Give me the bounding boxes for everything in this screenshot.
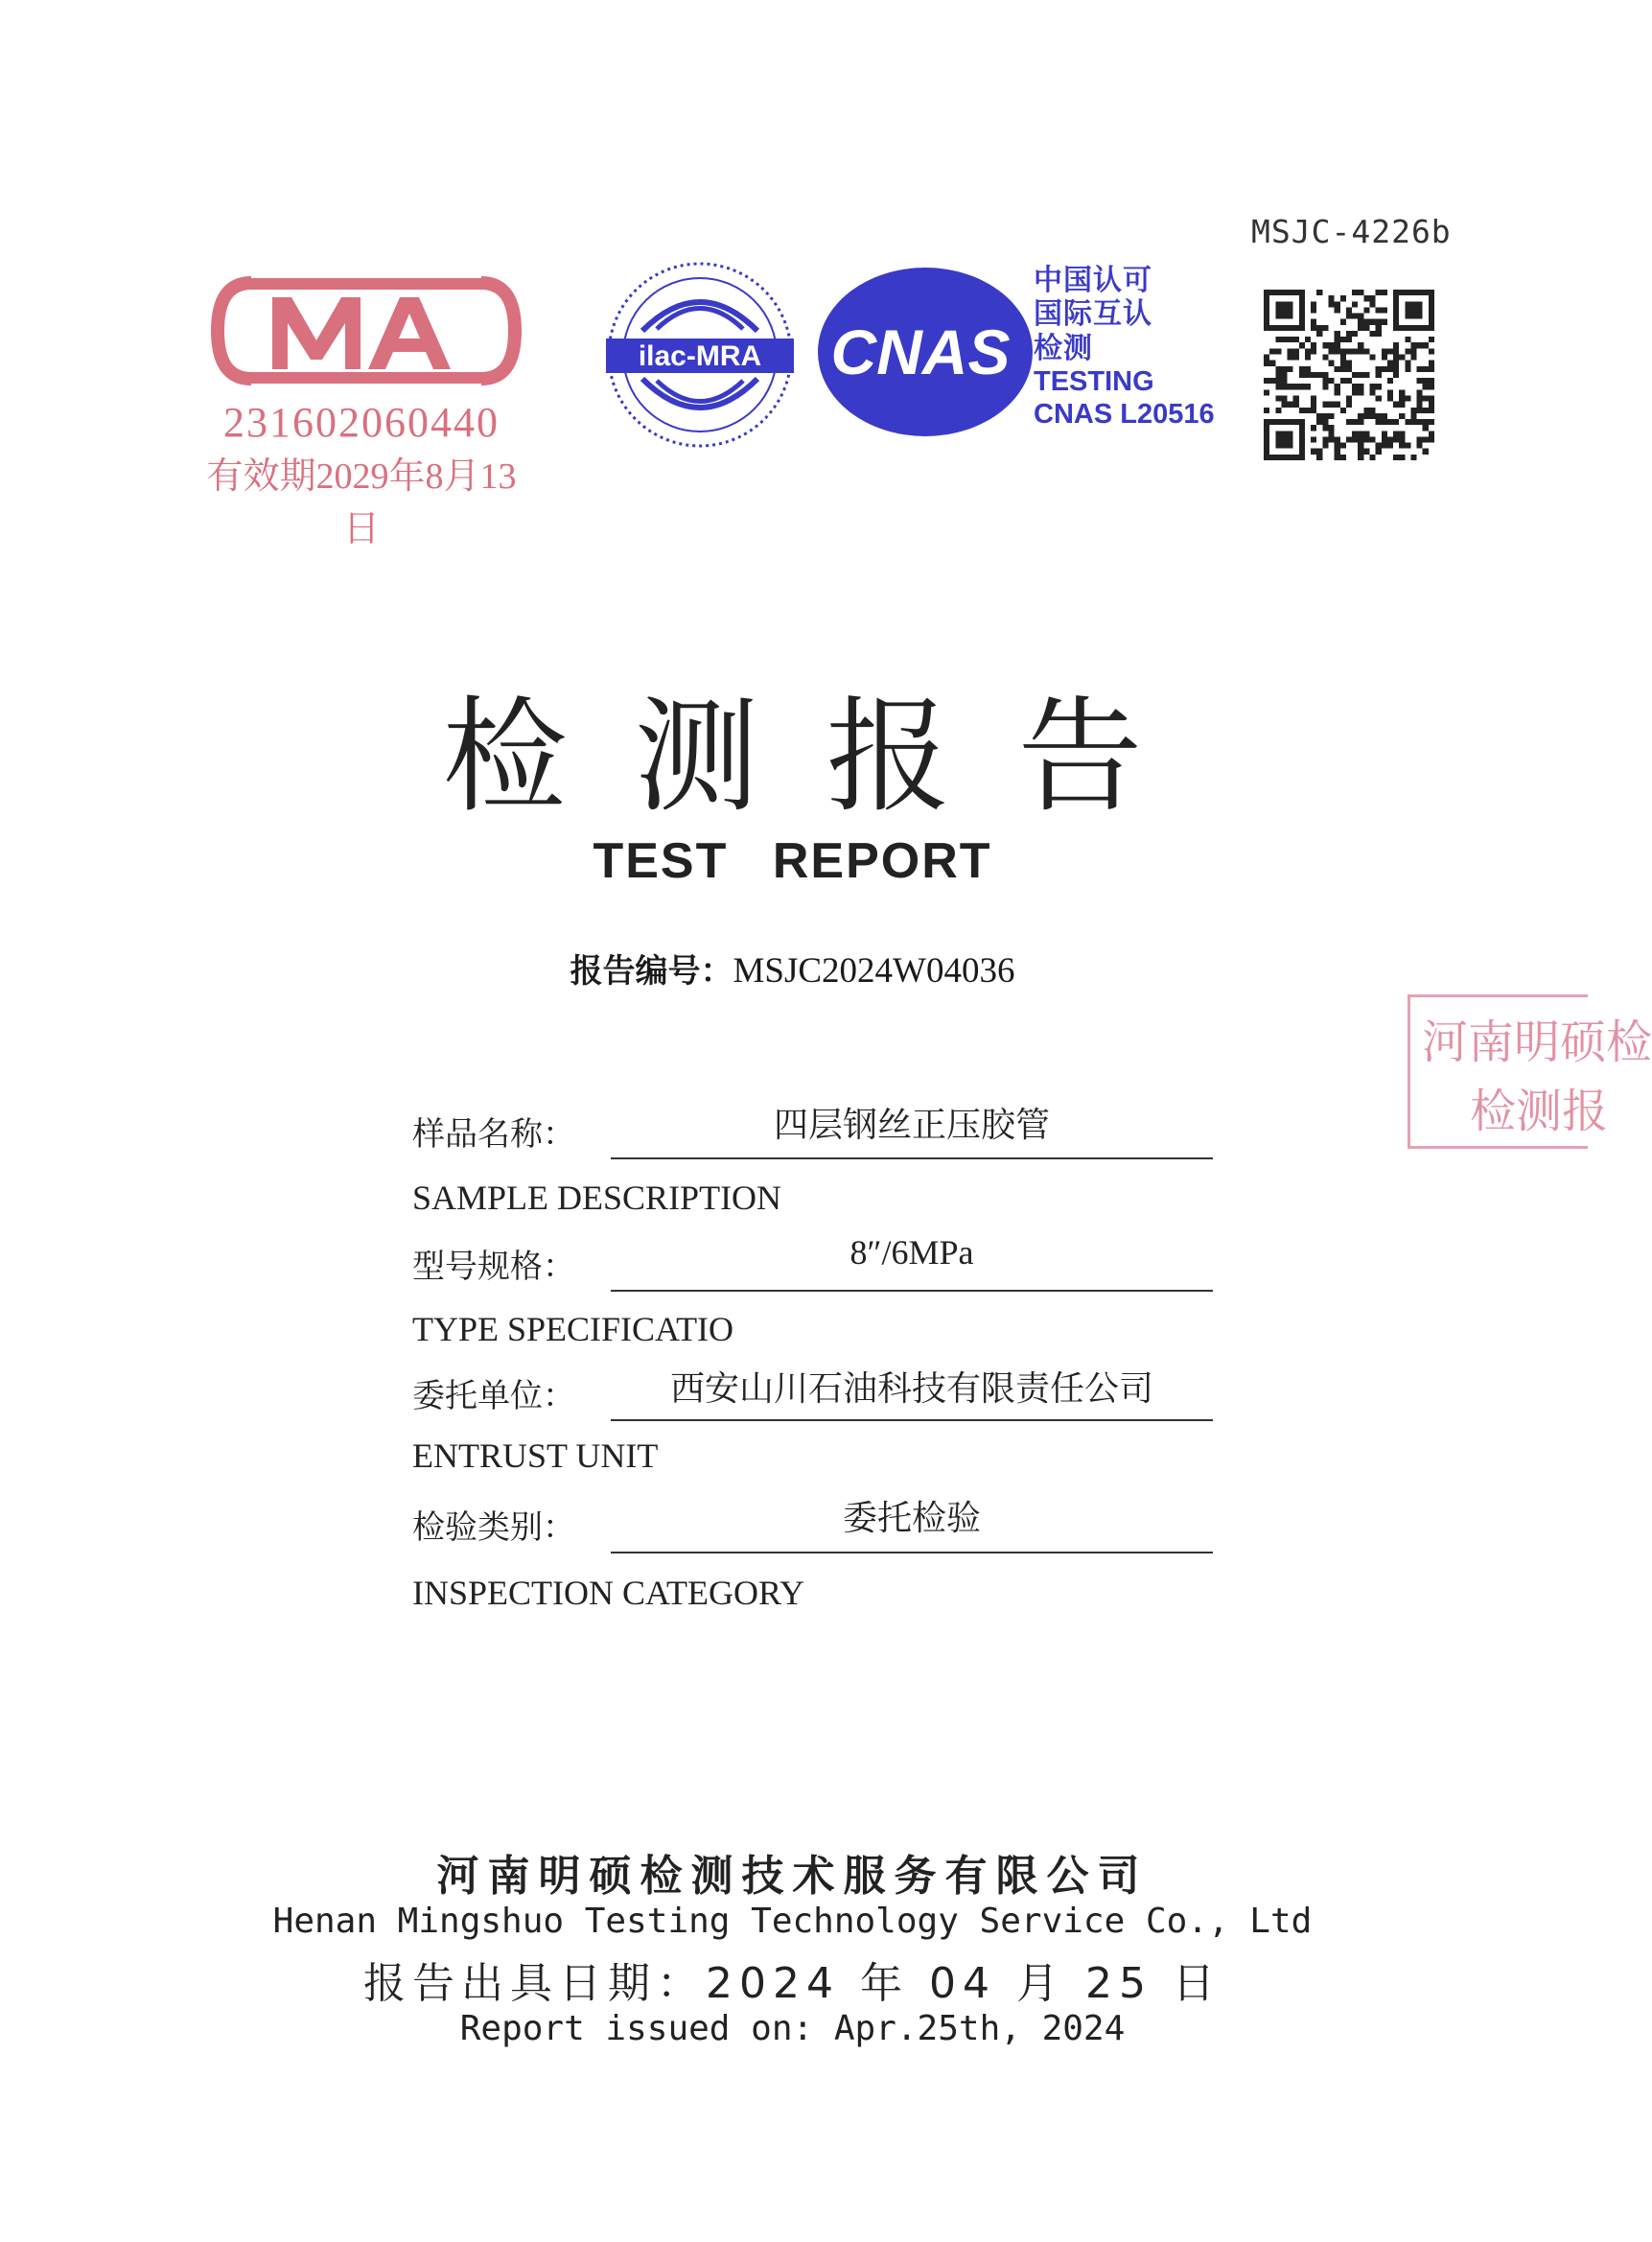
entrust-unit-en-label: ENTRUST UNIT	[412, 1436, 659, 1475]
cnas-line-3: 检测	[1034, 332, 1093, 364]
cnas-line-4: TESTING	[1034, 366, 1154, 398]
company-seal-stamp	[1408, 994, 1652, 1149]
report-number-label: 报告编号：	[570, 952, 733, 991]
report-title-cn: 检测报告	[442, 684, 1210, 829]
sample-name-label: 样品名称：	[412, 1115, 575, 1154]
type-specification-label: TYPE SPECIFICATIO	[412, 1310, 734, 1348]
issue-date-cn: 报告出具日期：2024 年 04 月 25 日	[363, 1959, 1222, 2008]
seal-line-2: 检测报	[1470, 1085, 1609, 1138]
sample-name-underline	[611, 1157, 1213, 1159]
inspection-category-underline	[611, 1552, 1213, 1553]
cnas-line-1: 中国认可	[1034, 265, 1152, 296]
qr-code-icon	[1264, 290, 1434, 460]
type-spec-value: 8″/6MPa	[849, 1233, 974, 1272]
type-spec-underline	[611, 1290, 1213, 1292]
issue-date-en: Report issued on: Apr.25th, 2024	[459, 2009, 1126, 2048]
cnas-logo-icon	[805, 264, 1035, 441]
inspection-category-value: 委托检验	[842, 1499, 981, 1538]
company-name-cn: 河南明硕检测技术服务有限公司	[436, 1852, 1149, 1901]
entrust-unit-value: 西安山川石油科技有限责任公司	[669, 1369, 1153, 1409]
cnas-accreditation-text	[1034, 264, 1215, 432]
svg-text:ilac-MRA: ilac-MRA	[638, 340, 762, 372]
sample-name-value: 四层钢丝正压胶管	[773, 1106, 1050, 1145]
report-number	[0, 945, 1585, 992]
svg-text:CNAS: CNAS	[830, 316, 1011, 387]
cma-seal	[203, 264, 529, 549]
seal-line-1: 河南明硕检	[1422, 1016, 1652, 1069]
cma-logo-icon	[203, 264, 529, 398]
type-spec-label: 型号规格：	[412, 1248, 575, 1286]
sample-description-label: SAMPLE DESCRIPTION	[412, 1179, 782, 1217]
inspection-category-en-label: INSPECTION CATEGORY	[412, 1574, 805, 1612]
entrust-unit-underline	[611, 1419, 1213, 1421]
document-code: MSJC-4226b	[1251, 213, 1452, 250]
ilac-mra-logo-icon	[604, 254, 796, 455]
cnas-line-5: CNAS L20516	[1034, 399, 1215, 431]
inspection-category-label: 检验类别：	[412, 1508, 575, 1547]
cma-number: 231602060440	[223, 399, 500, 446]
entrust-unit-label: 委托单位：	[412, 1377, 575, 1415]
company-name-en: Henan Mingshuo Testing Technology Service Co., Ltd	[272, 1902, 1313, 1941]
cma-validity: 有效期2029年8月13日	[206, 456, 517, 549]
report-number-value: MSJC2024W04036	[733, 951, 1015, 991]
cnas-line-2: 国际互认	[1034, 298, 1152, 331]
report-title-en: TEST REPORT	[593, 833, 992, 889]
